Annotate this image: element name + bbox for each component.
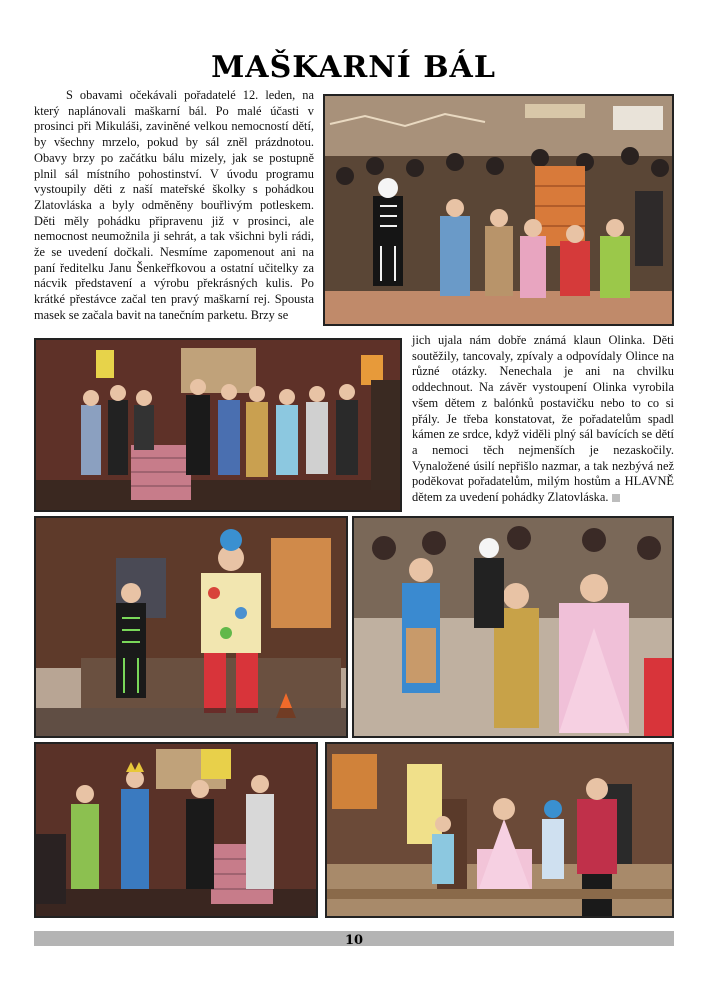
article-title: MAŠKARNÍ BÁL [211, 50, 496, 85]
article-text-part1: S obavami očekávali pořadatelé 12. leden, na který naplánovali maškarní bál. Po malé účasti v prosinci při Mikuláši, zaviněné velkou nemocností dětí, by všechny mrzelo, pokud by sál zněl prázdnotou. Obavy brzy po začátku bálu mizely, jak se postupně plnil sál místního pohostinství. V úvodu programu vystoupily děti z naší mateřské školky s pohádkou Zlatovláska a byly odměněny bouřlivým potleskem. Děti měly pohádku připravenu již v prosinci, ale nemocnost neumožnila ji sehrát, a tak všichni byli rádi, že se uvedení dočkali. Nesmíme zapomenout ani na paní ředitelku Janu Šenkeřfkovou a ostatní učitelky za nácvik představení a výrobu překrásných kulis. Po krátké přestávce začal ten pravý maškarní rej. Spousta masek se začala bavit na tanečním parketu. Brzy se [34, 88, 314, 322]
article-text-part2 [412, 333, 674, 506]
photo-dancing-girls [352, 516, 674, 738]
photo-dancing-crowd [323, 94, 674, 326]
end-of-article-mark [612, 494, 620, 502]
photo-princess-stage [325, 742, 674, 918]
page-footer-bar [34, 931, 674, 946]
photo-stage-performance [34, 338, 402, 512]
photo-clown-olinka [34, 516, 348, 738]
article-text-part2-content: jich ujala nám dobře známá klaun Olinka. Děti soutěžily, tancovaly, zpívaly a odpovídaly Olince na různé otázky. Nenechala je ani na chvilku oddechnout. Na závěr vystoupení Olinka vyrobila všem dětem z balónků postavičku nebo to co si přály. Je třeba konstatovat, že pořadatelům spadl kámen ze srdce, když viděli plný sál bavících se dětí a nemoci těch nejmenších je nezaskočily. Vynaložené úsilí nepřišlo nazmar, a tak nezbývá než poděkovat pořadatelům, milým hostům a HLAVNĚ dětem za uvedení pohádky Zlatovláska. [412, 333, 674, 505]
page-number: 10 [344, 933, 364, 948]
photo-play-zlatovlaska [34, 742, 318, 918]
